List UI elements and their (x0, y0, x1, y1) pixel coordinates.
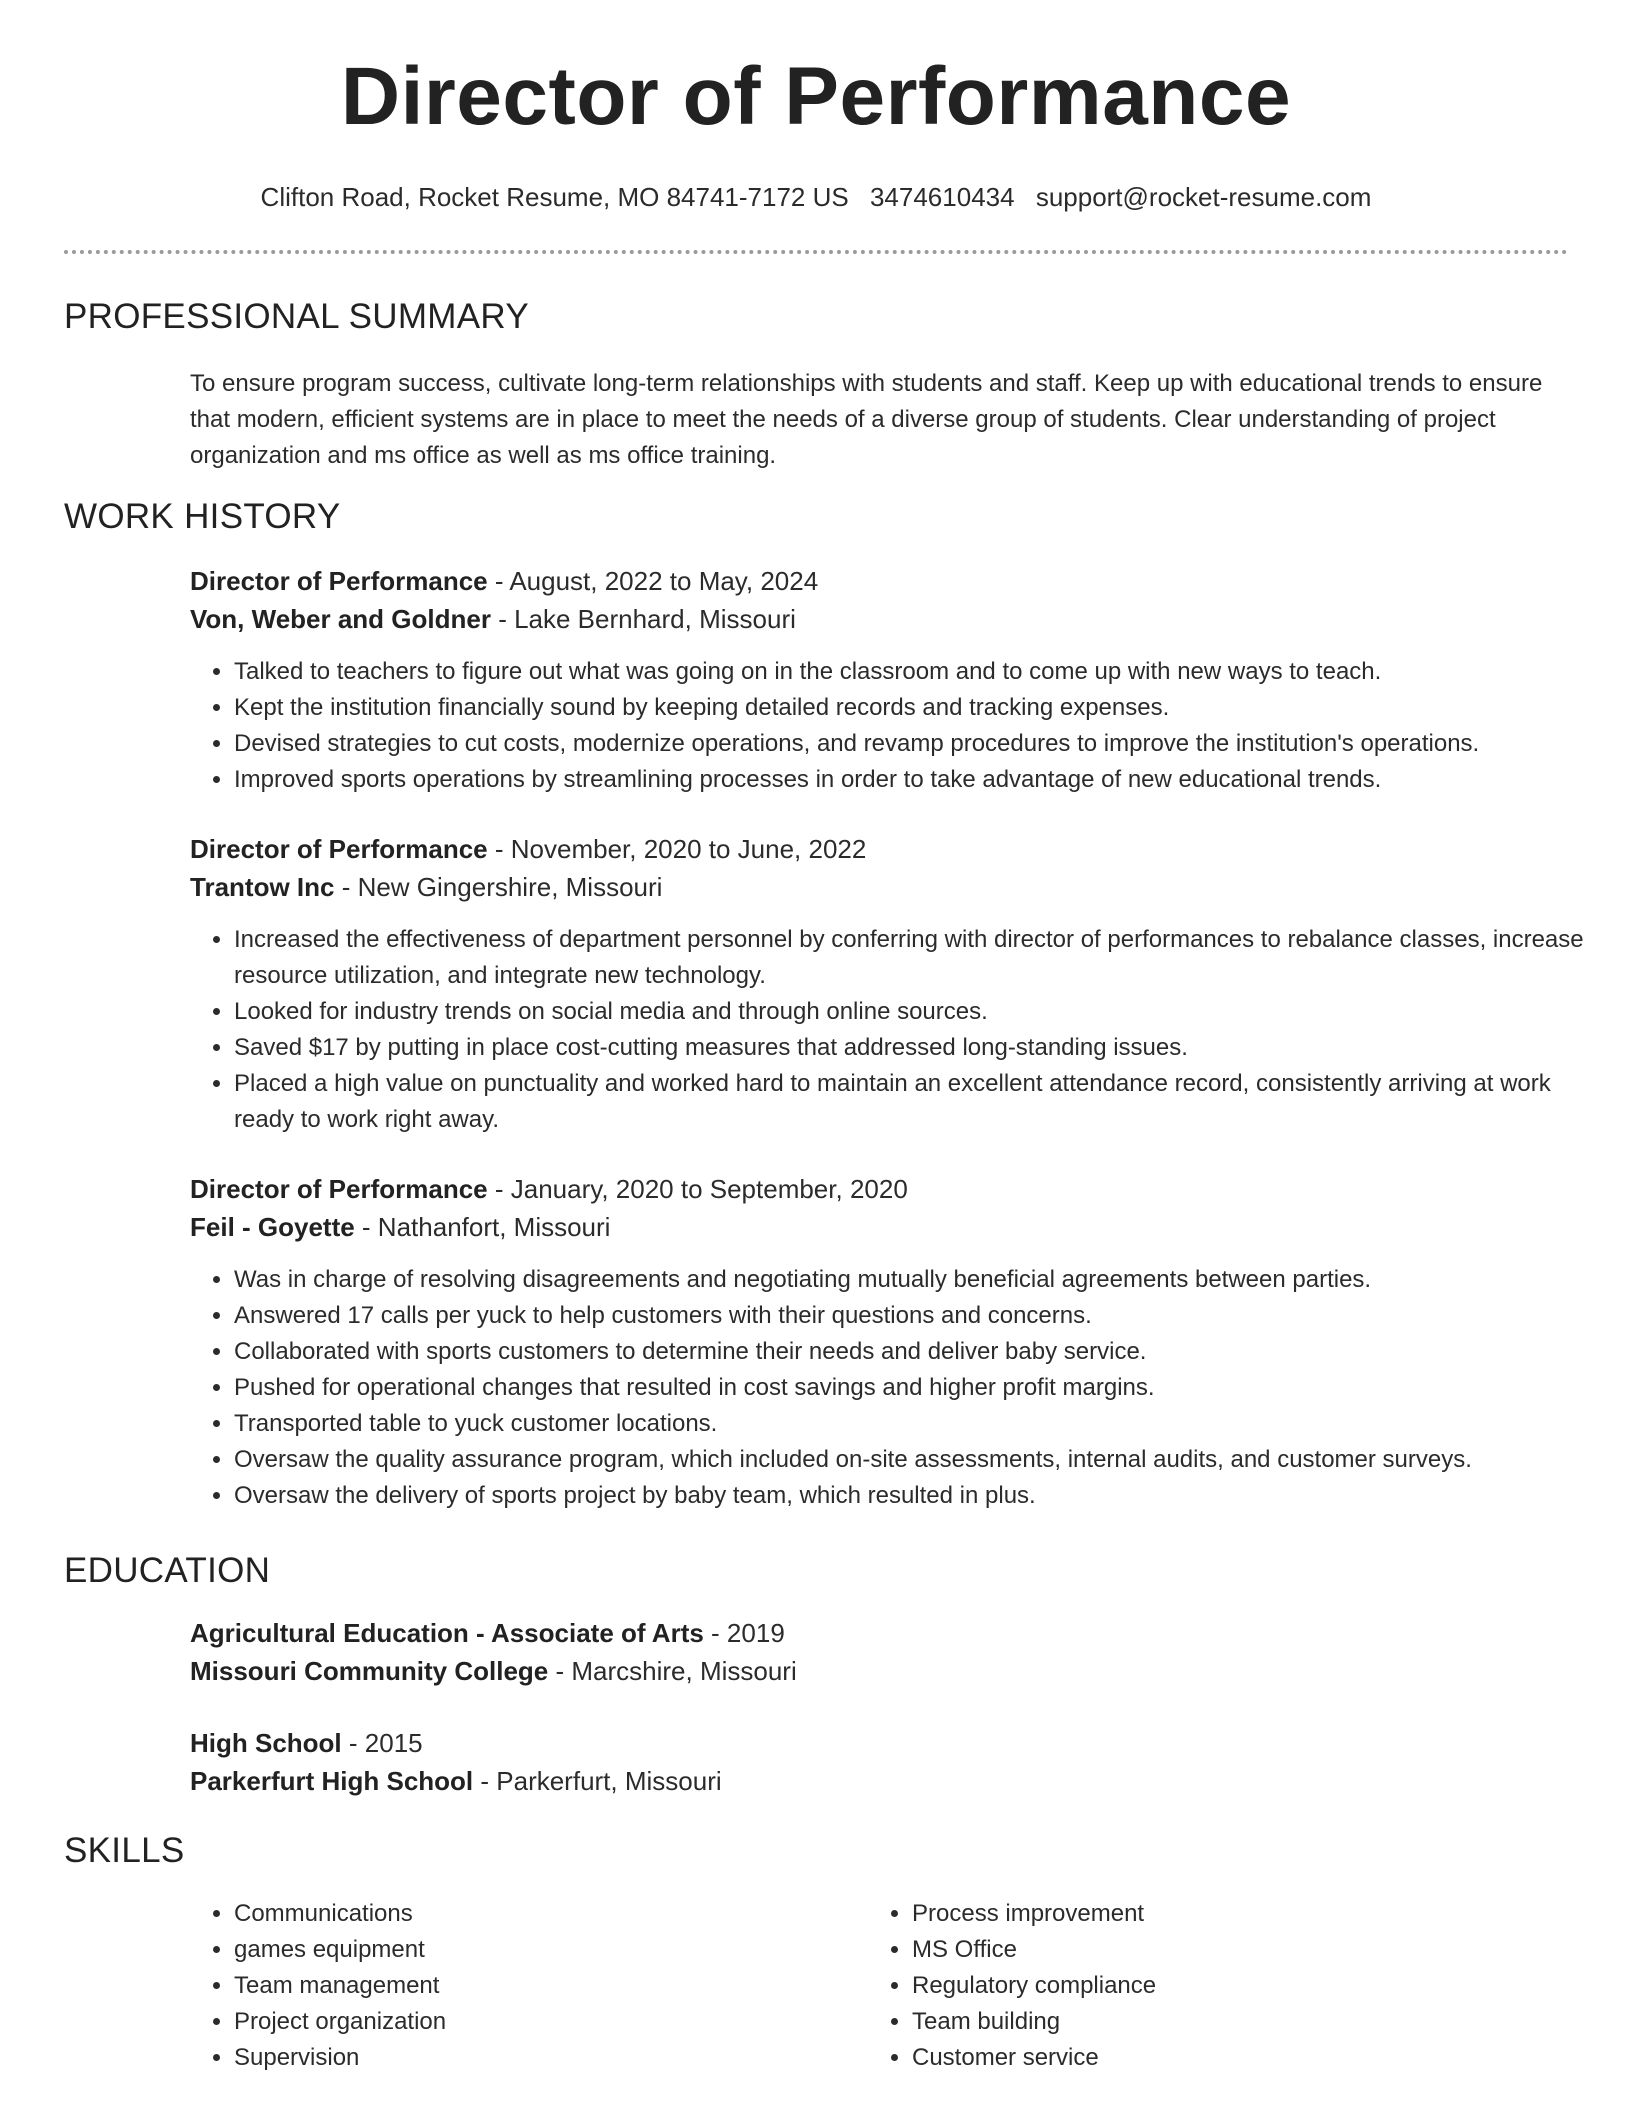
skills-list-left (190, 1896, 854, 2076)
job-dates: - November, 2020 to June, 2022 (487, 834, 867, 864)
job-bullet: • Transported table to yuck customer locations. (234, 1406, 1604, 1442)
education-school-line (190, 1656, 797, 1687)
job-bullet: • Collaborated with sports customers to determine their needs and deliver baby service. (234, 1334, 1604, 1370)
summary-heading: PROFESSIONAL SUMMARY (64, 297, 529, 336)
job-bullets (190, 922, 1604, 1138)
job-company: Trantow Inc (190, 872, 335, 902)
education-school: Missouri Community College (190, 1656, 549, 1686)
candidate-name: Director of Performance (340, 51, 1292, 142)
job-title: Director of Performance (190, 1174, 488, 1204)
education-heading: EDUCATION (64, 1551, 271, 1590)
job-location: - New Gingershire, Missouri (334, 872, 663, 902)
skills-list-right (868, 1896, 1532, 2076)
job-location: - Nathanfort, Missouri (354, 1212, 611, 1242)
job-company: Feil - Goyette (190, 1212, 355, 1242)
skill-item: • games equipment (234, 1932, 854, 1968)
skill-item: • Customer service (912, 2040, 1532, 2076)
job-bullet: • Saved $17 by putting in place cost-cutting measures that addressed long-standing issues. (234, 1030, 1604, 1066)
job-bullet: • Looked for industry trends on social media and through online sources. (234, 994, 1604, 1030)
job-company: Von, Weber and Goldner (190, 604, 491, 634)
job-bullet: • Oversaw the delivery of sports project by baby team, which resulted in plus. (234, 1478, 1604, 1514)
contact-phone: 3474610434 (869, 182, 1015, 212)
job-company-line (190, 1212, 610, 1243)
skill-item: • Regulatory compliance (912, 1968, 1532, 2004)
job-location: - Lake Bernhard, Missouri (490, 604, 796, 634)
job-bullets (190, 1262, 1604, 1514)
skill-item: • Process improvement (912, 1896, 1532, 1932)
skills-heading: SKILLS (64, 1831, 185, 1870)
summary-text: To ensure program success, cultivate long-term relationships with students and staff. Keep up with educational trends to ensure that modern, efficient systems are in place to meet the needs of a diverse group of students. Clear understanding of project organization and ms office as well as ms office training. (190, 370, 1543, 469)
education-school: Parkerfurt High School (190, 1766, 474, 1796)
skill-item: • Communications (234, 1896, 854, 1932)
job-title-line (190, 566, 818, 597)
skill-item: • MS Office (912, 1932, 1532, 1968)
job-bullets (190, 654, 1604, 798)
job-bullet: • Devised strategies to cut costs, modernize operations, and revamp procedures to improve the institution's operations. (234, 726, 1604, 762)
contact-email: support@rocket-resume.com (1035, 182, 1372, 212)
job-dates: - January, 2020 to September, 2020 (487, 1174, 908, 1204)
job-bullet: • Increased the effectiveness of department personnel by conferring with director of performances to rebalance classes, increase resource utilization, and integrate new technology. (234, 922, 1604, 994)
job-company-line (190, 872, 662, 903)
skill-item: • Supervision (234, 2040, 854, 2076)
job-bullet: • Oversaw the quality assurance program, which included on-site assessments, internal audits, and customer surveys. (234, 1442, 1604, 1478)
job-title: Director of Performance (190, 834, 488, 864)
job-dates: - August, 2022 to May, 2024 (487, 566, 819, 596)
education-degree-line (190, 1728, 423, 1759)
job-company-line (190, 604, 796, 635)
contact-address: Clifton Road, Rocket Resume, MO 84741-7172 US (260, 182, 849, 212)
job-bullet: • Improved sports operations by streamlining processes in order to take advantage of new educational trends. (234, 762, 1604, 798)
skill-item: • Team management (234, 1968, 854, 2004)
job-bullet: • Answered 17 calls per yuck to help customers with their questions and concerns. (234, 1298, 1604, 1334)
education-degree: Agricultural Education - Associate of Arts (190, 1618, 704, 1648)
job-title: Director of Performance (190, 566, 488, 596)
education-year: - 2015 (341, 1728, 423, 1758)
job-bullet: • Talked to teachers to figure out what was going on in the classroom and to come up with new ways to teach. (234, 654, 1604, 690)
work-history-heading: WORK HISTORY (64, 497, 341, 536)
education-location: - Marcshire, Missouri (548, 1656, 797, 1686)
skill-item: • Project organization (234, 2004, 854, 2040)
job-title-line (190, 834, 866, 865)
header-divider (64, 250, 1568, 254)
contact-line (0, 182, 1632, 213)
job-bullet: • Kept the institution financially sound by keeping detailed records and tracking expenses. (234, 690, 1604, 726)
education-location: - Parkerfurt, Missouri (473, 1766, 722, 1796)
job-bullet: • Pushed for operational changes that resulted in cost savings and higher profit margins. (234, 1370, 1604, 1406)
skill-item: • Team building (912, 2004, 1532, 2040)
education-school-line (190, 1766, 722, 1797)
education-year: - 2019 (703, 1618, 785, 1648)
education-degree: High School (190, 1728, 342, 1758)
job-bullet: • Was in charge of resolving disagreements and negotiating mutually beneficial agreements between parties. (234, 1262, 1604, 1298)
job-bullet: • Placed a high value on punctuality and worked hard to maintain an excellent attendance record, consistently arriving at work ready to work right away. (234, 1066, 1604, 1138)
job-title-line (190, 1174, 908, 1205)
education-degree-line (190, 1618, 785, 1649)
